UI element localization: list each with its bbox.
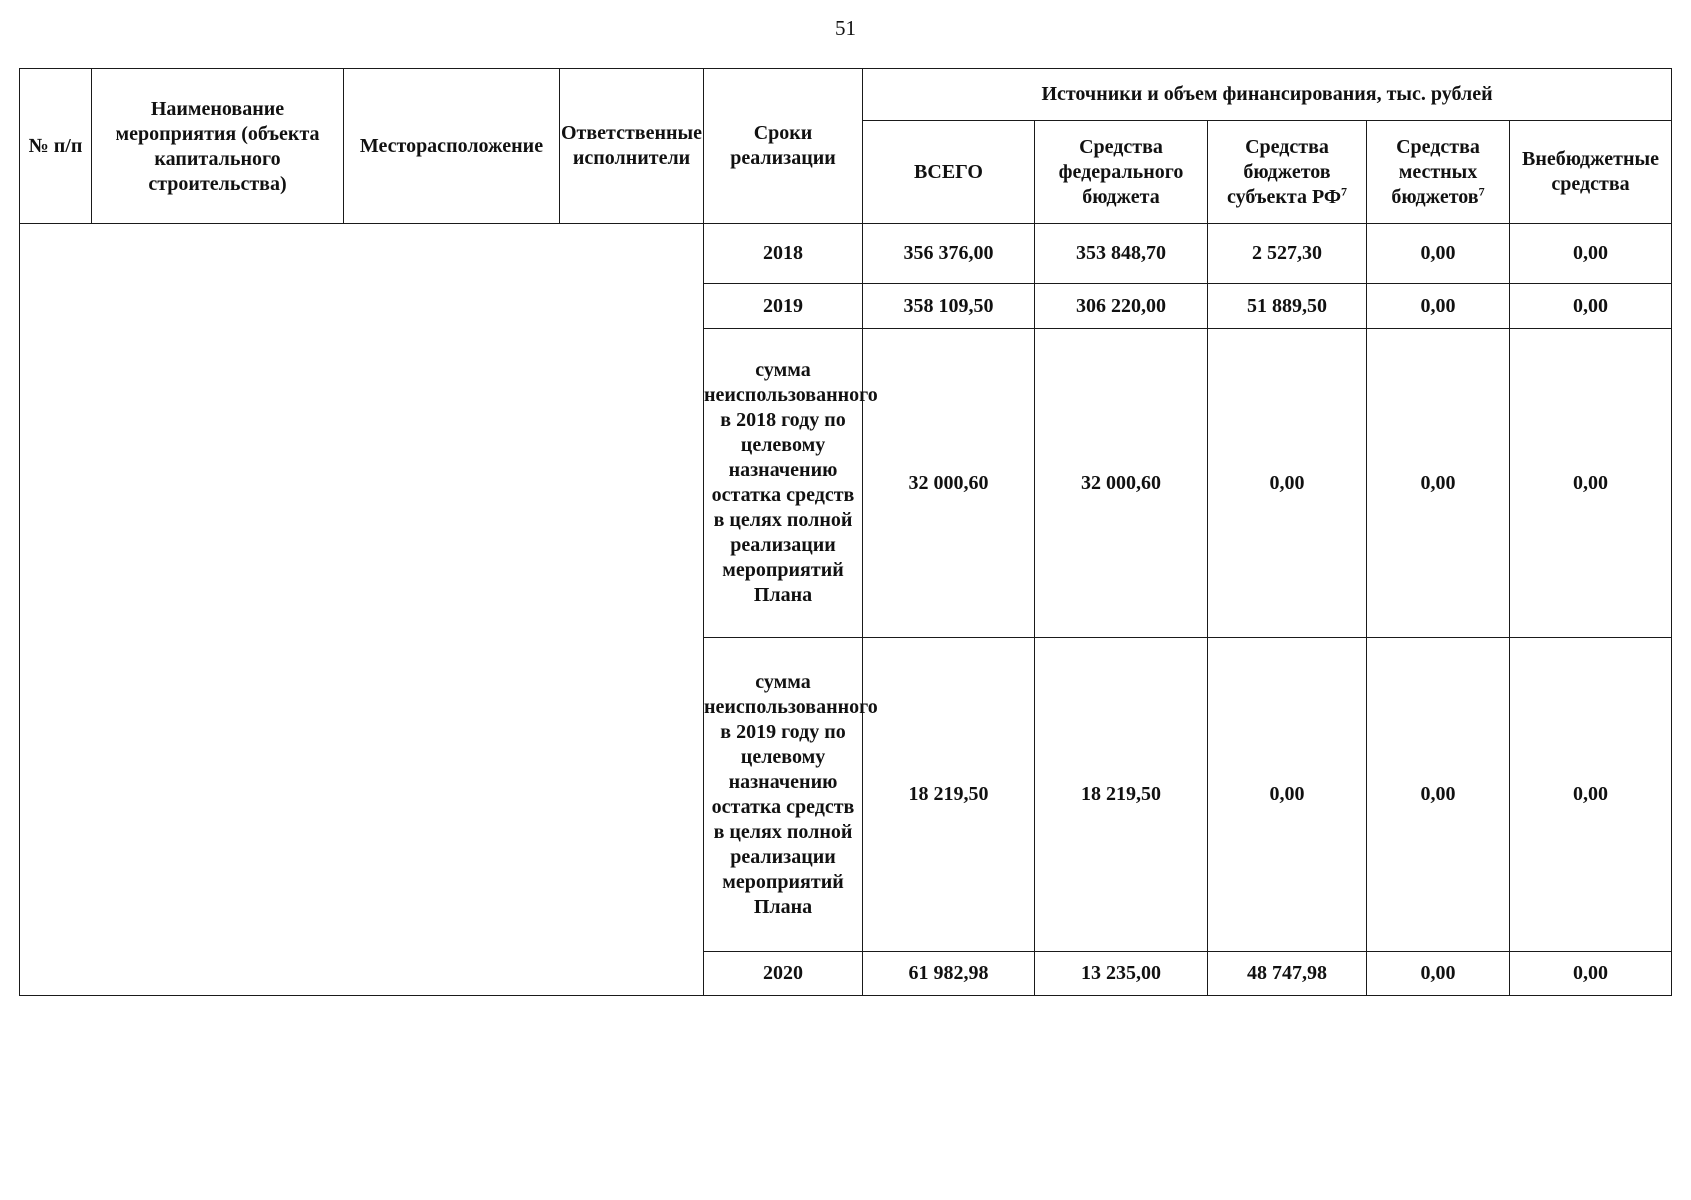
- cell-extrabudget: 0,00: [1510, 952, 1672, 996]
- page-number: 51: [835, 16, 856, 40]
- cell-federal: 306 220,00: [1035, 284, 1208, 329]
- cell-federal: 353 848,70: [1035, 224, 1208, 284]
- header-location: Месторасположение: [344, 69, 560, 224]
- cell-federal: 13 235,00: [1035, 952, 1208, 996]
- cell-regional: 0,00: [1208, 329, 1367, 638]
- cell-federal: 18 219,50: [1035, 638, 1208, 952]
- cell-local: 0,00: [1367, 284, 1510, 329]
- cell-regional: 2 527,30: [1208, 224, 1367, 284]
- header-local-text: Средства местных бюджетов: [1391, 135, 1480, 208]
- header-funding-group: Источники и объем финансирования, тыс. рублей: [863, 69, 1672, 121]
- cell-period: 2019: [704, 284, 863, 329]
- cell-total: 61 982,98: [863, 952, 1035, 996]
- header-regional-footnote: 7: [1341, 183, 1348, 198]
- cell-regional: 0,00: [1208, 638, 1367, 952]
- header-local-footnote: 7: [1478, 183, 1485, 198]
- header-local: [1367, 121, 1510, 224]
- header-total: ВСЕГО: [863, 121, 1035, 224]
- merged-blank-cell: [20, 224, 704, 996]
- cell-regional: 48 747,98: [1208, 952, 1367, 996]
- cell-local: 0,00: [1367, 329, 1510, 638]
- header-regional-text: Средства бюджетов субъекта РФ: [1226, 135, 1342, 208]
- cell-total: 356 376,00: [863, 224, 1035, 284]
- cell-period: 2018: [704, 224, 863, 284]
- cell-local: 0,00: [1367, 952, 1510, 996]
- header-regional: [1208, 121, 1367, 224]
- cell-regional: 51 889,50: [1208, 284, 1367, 329]
- cell-local: 0,00: [1367, 638, 1510, 952]
- cell-total: 358 109,50: [863, 284, 1035, 329]
- header-responsible: Ответственные исполнители: [560, 69, 704, 224]
- cell-period: сумма неиспользованного в 2019 году по целевому назначению остатка средств в целях полной реализации мероприятий Плана: [704, 638, 863, 952]
- header-extrabudget: Внебюджетные средства: [1510, 121, 1672, 224]
- cell-extrabudget: 0,00: [1510, 224, 1672, 284]
- table-header: [20, 69, 1672, 224]
- financing-table: [19, 68, 1672, 996]
- cell-total: 18 219,50: [863, 638, 1035, 952]
- header-number: № п/п: [20, 69, 92, 224]
- table-body: [20, 224, 1672, 996]
- cell-local: 0,00: [1367, 224, 1510, 284]
- cell-total: 32 000,60: [863, 329, 1035, 638]
- cell-extrabudget: 0,00: [1510, 284, 1672, 329]
- header-federal: Средства федерального бюджета: [1035, 121, 1208, 224]
- cell-period: 2020: [704, 952, 863, 996]
- cell-federal: 32 000,60: [1035, 329, 1208, 638]
- header-name: Наименование мероприятия (объекта капитального строительства): [92, 69, 344, 224]
- cell-extrabudget: 0,00: [1510, 329, 1672, 638]
- table-row: [20, 224, 1672, 284]
- cell-extrabudget: 0,00: [1510, 638, 1672, 952]
- header-period: Сроки реализации: [704, 69, 863, 224]
- cell-period: сумма неиспользованного в 2018 году по целевому назначению остатка средств в целях полной реализации мероприятий Плана: [704, 329, 863, 638]
